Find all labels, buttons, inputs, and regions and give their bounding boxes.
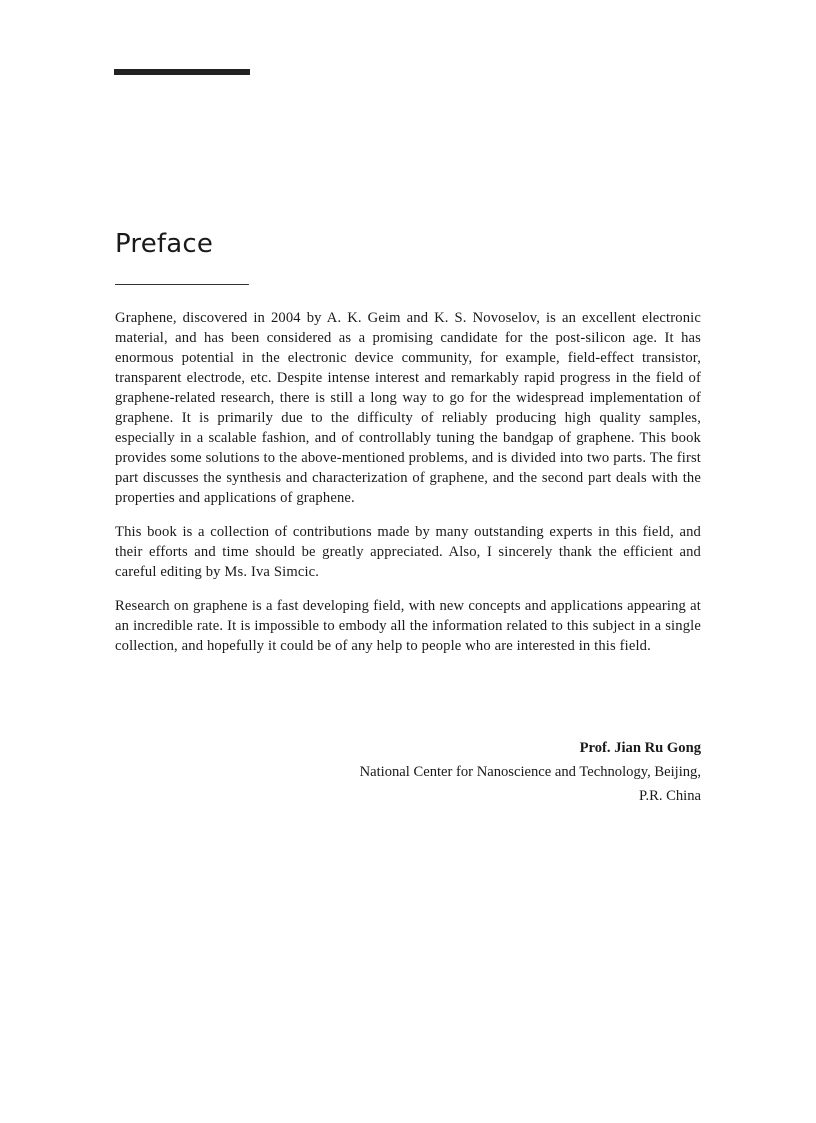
signature-block xyxy=(360,736,701,808)
paragraph-2: This book is a collection of contributions made by many outstanding experts in this field, and their efforts and time should be greatly appreciated. Also, I sincerely thank the efficient and careful editing by Ms. Iva Simcic. xyxy=(115,524,701,580)
paragraph-3: Research on graphene is a fast developing field, with new concepts and applications appearing at an incredible rate. It is impossible to embody all the information related to this subject in a single collection, and hopefully it could be of any help to people who are interested in this field. xyxy=(115,598,701,654)
author-affiliation: National Center for Nanoscience and Technology, Beijing, xyxy=(359,764,701,780)
page-title: Preface xyxy=(115,229,214,259)
author-country: P.R. China xyxy=(638,788,701,804)
author-name: Prof. Jian Ru Gong xyxy=(579,740,701,756)
top-decorative-rule xyxy=(114,69,250,75)
paragraph-1: Graphene, discovered in 2004 by A. K. Geim and K. S. Novoselov, is an excellent electronic material, and has been considered as a promising candidate for the post-silicon age. It has enormous potential in the electronic device community, for example, field-effect transistor, transparent electrode, etc. Despite intense interest and remarkably rapid progress in the field of graphene-related research, there is still a long way to go for the widespread implementation of graphene. It is primarily due to the difficulty of reliably producing high quality samples, especially in a scalable fashion, and of controllably tuning the bandgap of graphene. This book provides some solutions to the above-mentioned problems, and is divided into two parts. The first part discusses the synthesis and characterization of graphene, and the second part deals with the properties and applications of graphene. xyxy=(115,310,701,506)
preface-body xyxy=(115,308,701,670)
title-underline-rule xyxy=(115,284,249,285)
